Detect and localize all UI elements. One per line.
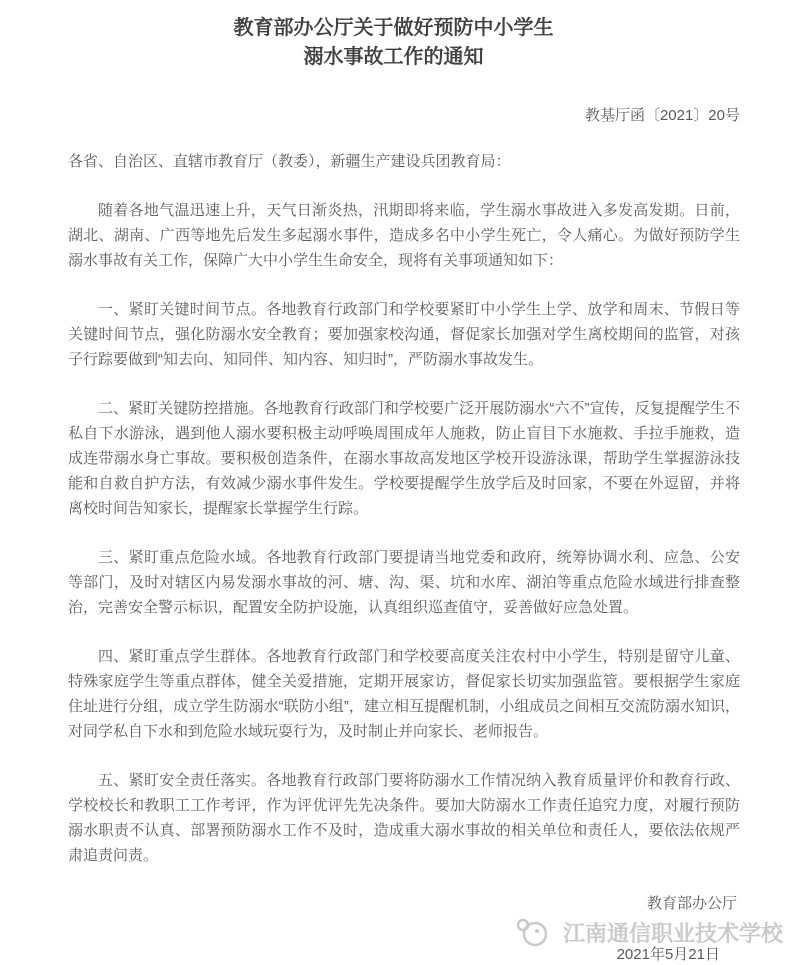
document-date: 2021年5月21日: [616, 946, 720, 963]
paragraph-section-2: 二、紧盯关键防控措施。各地教育行政部门和学校要广泛开展防溺水“六不”宣传，反复提醒学生不私自下水游泳，遇到他人溺水要积极主动呼唤周围成年人施救，防止盲目下水施救、手拉手施救，造成连带溺水身亡事故。要积极创造条件，在溺水事故高发地区学校开设游泳课，帮助学生掌握游泳技能和自救自护方法，有效减少溺水事件发生。学校要提醒学生放学后及时回家，不要在外逗留，并将离校时间告知家长，提醒家长掌握学生行踪。: [68, 400, 740, 517]
paragraph-section-5: 五、紧盯安全责任落实。各地教育行政部门要将防溺水工作情况纳入教育质量评价和教育行政、学校校长和教职工工作考评，作为评优评先先决条件。要加大防溺水工作责任追究力度，对履行预防溺水职责不认真、部署预防溺水工作不及时，造成重大溺水事故的相关单位和责任人，要依法依规严肃追责问责。: [68, 772, 740, 864]
document-body: [68, 149, 740, 868]
school-logo-icon: [515, 917, 551, 947]
signature-org: 教育部办公厅: [646, 895, 737, 912]
paragraph-intro: 随着各地气温迅速上升，天气日渐炎热，汛期即将来临，学生溺水事故进入多发高发期。日前，湖北、湖南、广西等地先后发生多起溺水事件，造成多名中小学生死亡，令人痛心。为做好预防学生溺水事故有关工作，保障广大中小学生生命安全，现将有关事项通知如下：: [68, 202, 740, 269]
document-number: 教基厅函〔2021〕20号: [584, 107, 740, 124]
watermark-text: 江南通信职业技术学校: [562, 921, 783, 946]
paragraph-section-1: 一、紧盯关键时间节点。各地教育行政部门和学校要紧盯中小学生上学、放学和周末、节假日等关键时间节点，强化防溺水安全教育；要加强家校沟通，督促家长加强对学生离校期间的监管，对孩子行踪要做到“知去向、知同伴、知内容、知归时”，严防溺水事故发生。: [68, 301, 740, 368]
title-line-2: 溺水事故工作的通知: [303, 46, 484, 68]
paragraph-section-4: 四、紧盯重点学生群体。各地教育行政部门和学校要高度关注农村中小学生，特别是留守儿童、特殊家庭学生等重点群体，健全关爱措施，定期开展家访，督促家长切实加强监管。要根据学生家庭住址进行分组，成立学生防溺水“联防小组”，建立相互提醒机制，小组成员之间相互交流防溺水知识，对同学私自下水和到危险水域玩耍行为，及时制止并向家长、老师报告。: [68, 648, 740, 740]
title-line-1: 教育部办公厅关于做好预防中小学生: [233, 17, 554, 39]
document-title: [0, 0, 787, 72]
salutation: 各省、自治区、直辖市教育厅（教委），新疆生产建设兵团教育局：: [68, 153, 511, 170]
paragraph-section-3: 三、紧盯重点危险水域。各地教育行政部门要提请当地党委和政府，统筹协调水利、应急、公安等部门，及时对辖区内易发溺水事故的河、塘、沟、渠、坑和水库、湖泊等重点危险水域进行排查整治，完善安全警示标识，配置安全防护设施，认真组织巡查值守，妥善做好应急处置。: [68, 549, 740, 616]
